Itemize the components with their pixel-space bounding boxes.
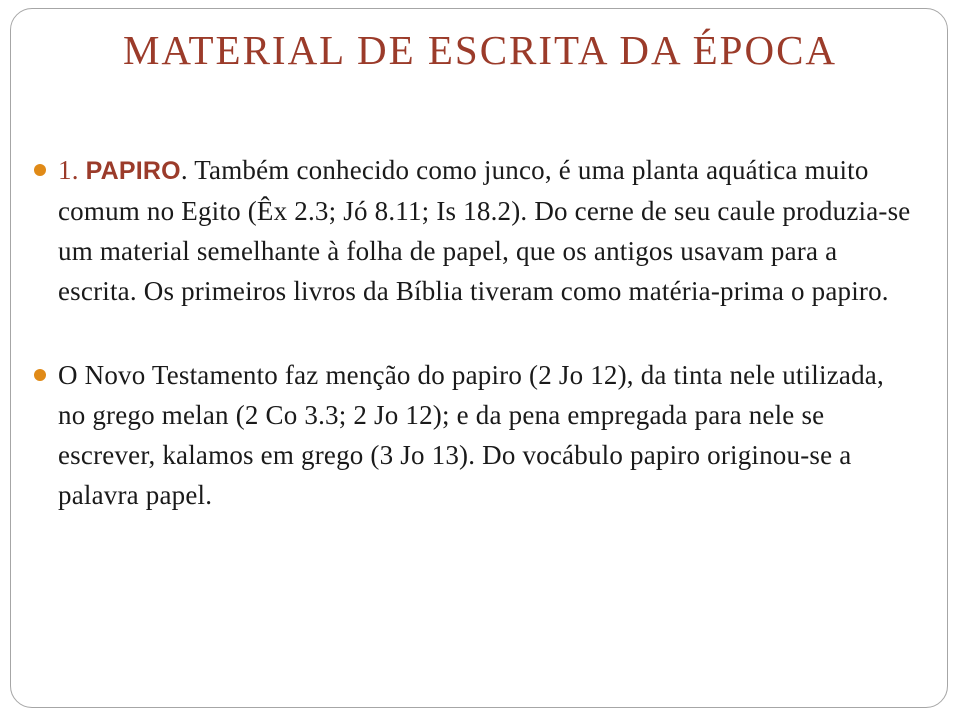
bullet-term: PAPIRO — [85, 157, 181, 185]
bullet-number: 1. — [58, 155, 86, 185]
bullet-text: O Novo Testamento faz menção do papiro (2 Jo 12), da tinta nele utilizada, no grego melan (2 Co 3.3; 2 Jo 12); e da pena empregada para nele se escrever, kalamos em grego (3 Jo 13). Do vocábulo papiro originou-se a palavra papel. — [58, 360, 884, 510]
slide-title: MATERIAL DE ESCRITA DA ÉPOCA — [122, 27, 838, 73]
bullet-item-papiro — [34, 150, 934, 311]
bullet-item-novo-testamento — [34, 355, 934, 515]
bullet-dot-icon — [34, 164, 46, 176]
bullet-dot-icon — [34, 369, 46, 381]
bullet-body: . Também conhecido como junco, é uma planta aquática muito comum no Egito (Êx 2.3; Jó 8.11; Is 18.2). Do cerne de seu caule produzia-se um material semelhante à folha de papel, que os antigos usavam para a escrita. Os primeiros livros da Bíblia tiveram como matéria-prima o papiro. — [58, 155, 911, 306]
slide-body — [34, 150, 934, 515]
bullet-text — [58, 150, 918, 311]
